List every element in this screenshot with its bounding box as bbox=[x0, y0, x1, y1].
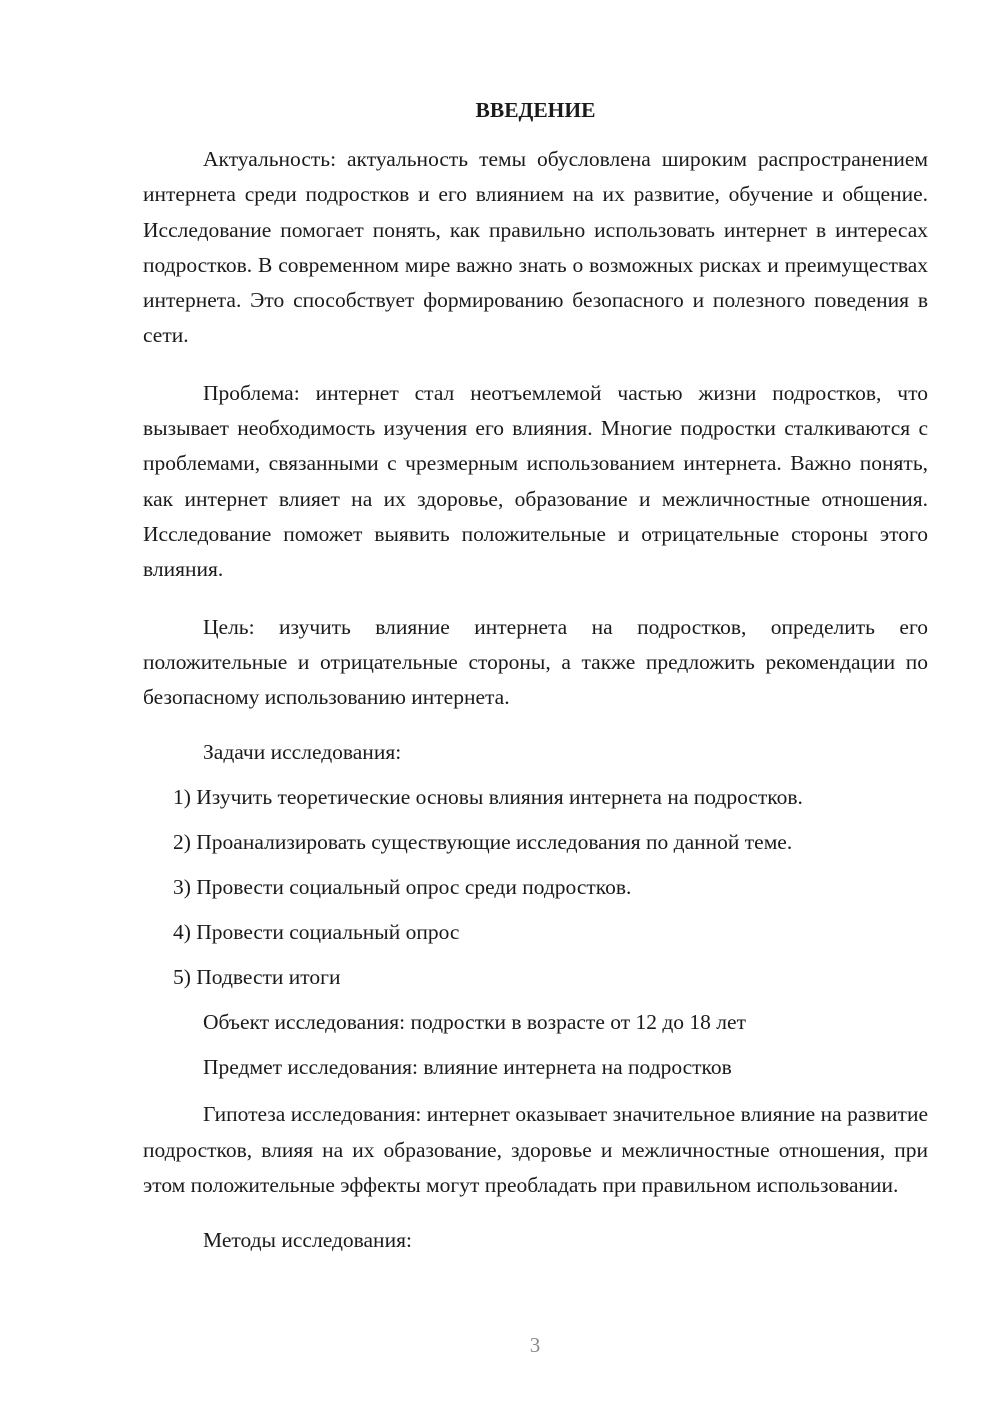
research-object: Объект исследования: подростки в возрасте от 12 до 18 лет bbox=[203, 1010, 746, 1035]
paragraph-goal: Цель: изучить влияние интернета на подростков, определить его положительные и отрицательные стороны, а также предложить рекомендации по безопасному использованию интернета. bbox=[143, 614, 928, 710]
tasks-heading: Задачи исследования: bbox=[203, 740, 402, 765]
task-item-2: 2) Проанализировать существующие исследования по данной теме. bbox=[173, 830, 793, 855]
paragraph-hypothesis: Гипотеза исследования: интернет оказывает значительное влияние на развитие подростков, влияя на их образование, здоровье и межличностные отношения, при этом положительные эффекты могут преобладать при правильном использовании. bbox=[143, 1102, 928, 1198]
document-body bbox=[143, 95, 928, 1270]
page-number: 3 bbox=[529, 1333, 541, 1357]
task-item-3: 3) Провести социальный опрос среди подростков. bbox=[173, 875, 632, 900]
page-title: ВВЕДЕНИЕ bbox=[475, 98, 596, 122]
methods-heading: Методы исследования: bbox=[203, 1228, 412, 1253]
paragraph-problem: Проблема: интернет стал неотъемлемой частью жизни подростков, что вызывает необходимость изучения его влияния. Многие подростки сталкиваются с проблемами, связанными с чрезмерным использованием интернета. Важно понять, как интернет влияет на их здоровье, образование и межличностные отношения. Исследование поможет выявить положительные и отрицательные стороны этого влияния. bbox=[143, 380, 928, 582]
task-item-5: 5) Подвести итоги bbox=[173, 965, 341, 990]
task-item-1: 1) Изучить теоретические основы влияния интернета на подростков. bbox=[173, 785, 803, 810]
paragraph-relevance: Актуальность: актуальность темы обусловлена широким распространением интернета среди подростков и его влиянием на их развитие, обучение и общение. Исследование помогает понять, как правильно использовать интернет в интересах подростков. В современном мире важно знать о возможных рисках и преимуществах интернета. Это способствует формированию безопасного и полезного поведения в сети. bbox=[143, 147, 928, 348]
task-item-4: 4) Провести социальный опрос bbox=[173, 920, 460, 945]
research-subject: Предмет исследования: влияние интернета на подростков bbox=[203, 1055, 732, 1080]
